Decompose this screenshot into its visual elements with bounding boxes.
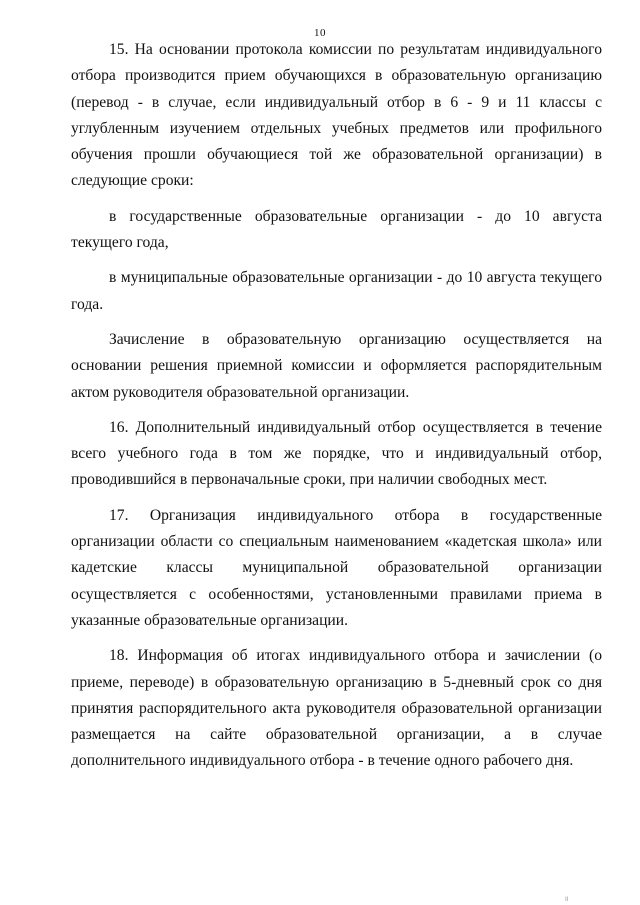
page-number: 10: [314, 27, 326, 39]
paragraph-deadline-state: в государственные образовательные организации - до 10 августа текущего года,: [71, 207, 602, 252]
paragraph-18: 18. Информация об итогах индивидуального отбора и зачислении (о приеме, переводе) в образовательную организацию в 5-дневный срок со дня принятия распорядительного акта руководителя образовательной организации размещается на сайте образовательной организации, а в случае дополнительного индивидуального отбора - в течение одного рабочего дня.: [71, 647, 602, 770]
paragraph-17: 17. Организация индивидуального отбора в государственные организации области со специальным наименованием «кадетская школа» или кадетские классы муниципальной образовательной организации осуществляется с особенностями, установленными правилами приема в указанные образовательные организации.: [71, 506, 602, 629]
paragraph-16: 16. Дополнительный индивидуальный отбор осуществляется в течение всего учебного года в том же порядке, что и индивидуальный отбор, проводившийся в первоначальные сроки, при наличии свободных мест.: [71, 418, 602, 489]
paragraph-deadline-municipal: в муниципальные образовательные организации - до 10 августа текущего года.: [71, 269, 602, 313]
paragraph-enrollment: Зачисление в образовательную организацию осуществляется на основании решения приемной комиссии и оформляется распорядительным актом руководителя образовательной организации.: [71, 330, 602, 401]
paragraph-15: 15. На основании протокола комиссии по результатам индивидуального отбора производится прием обучающихся в образовательную организацию (перевод - в случае, если индивидуальный отбор в 6 - 9 и 11 классы с углубленным изучением отдельных учебных предметов или профильного обучения прошли обучающиеся той же образовательной организации) в следующие сроки:: [71, 41, 602, 190]
scan-mark: II: [565, 896, 569, 903]
document-body: [71, 37, 602, 775]
